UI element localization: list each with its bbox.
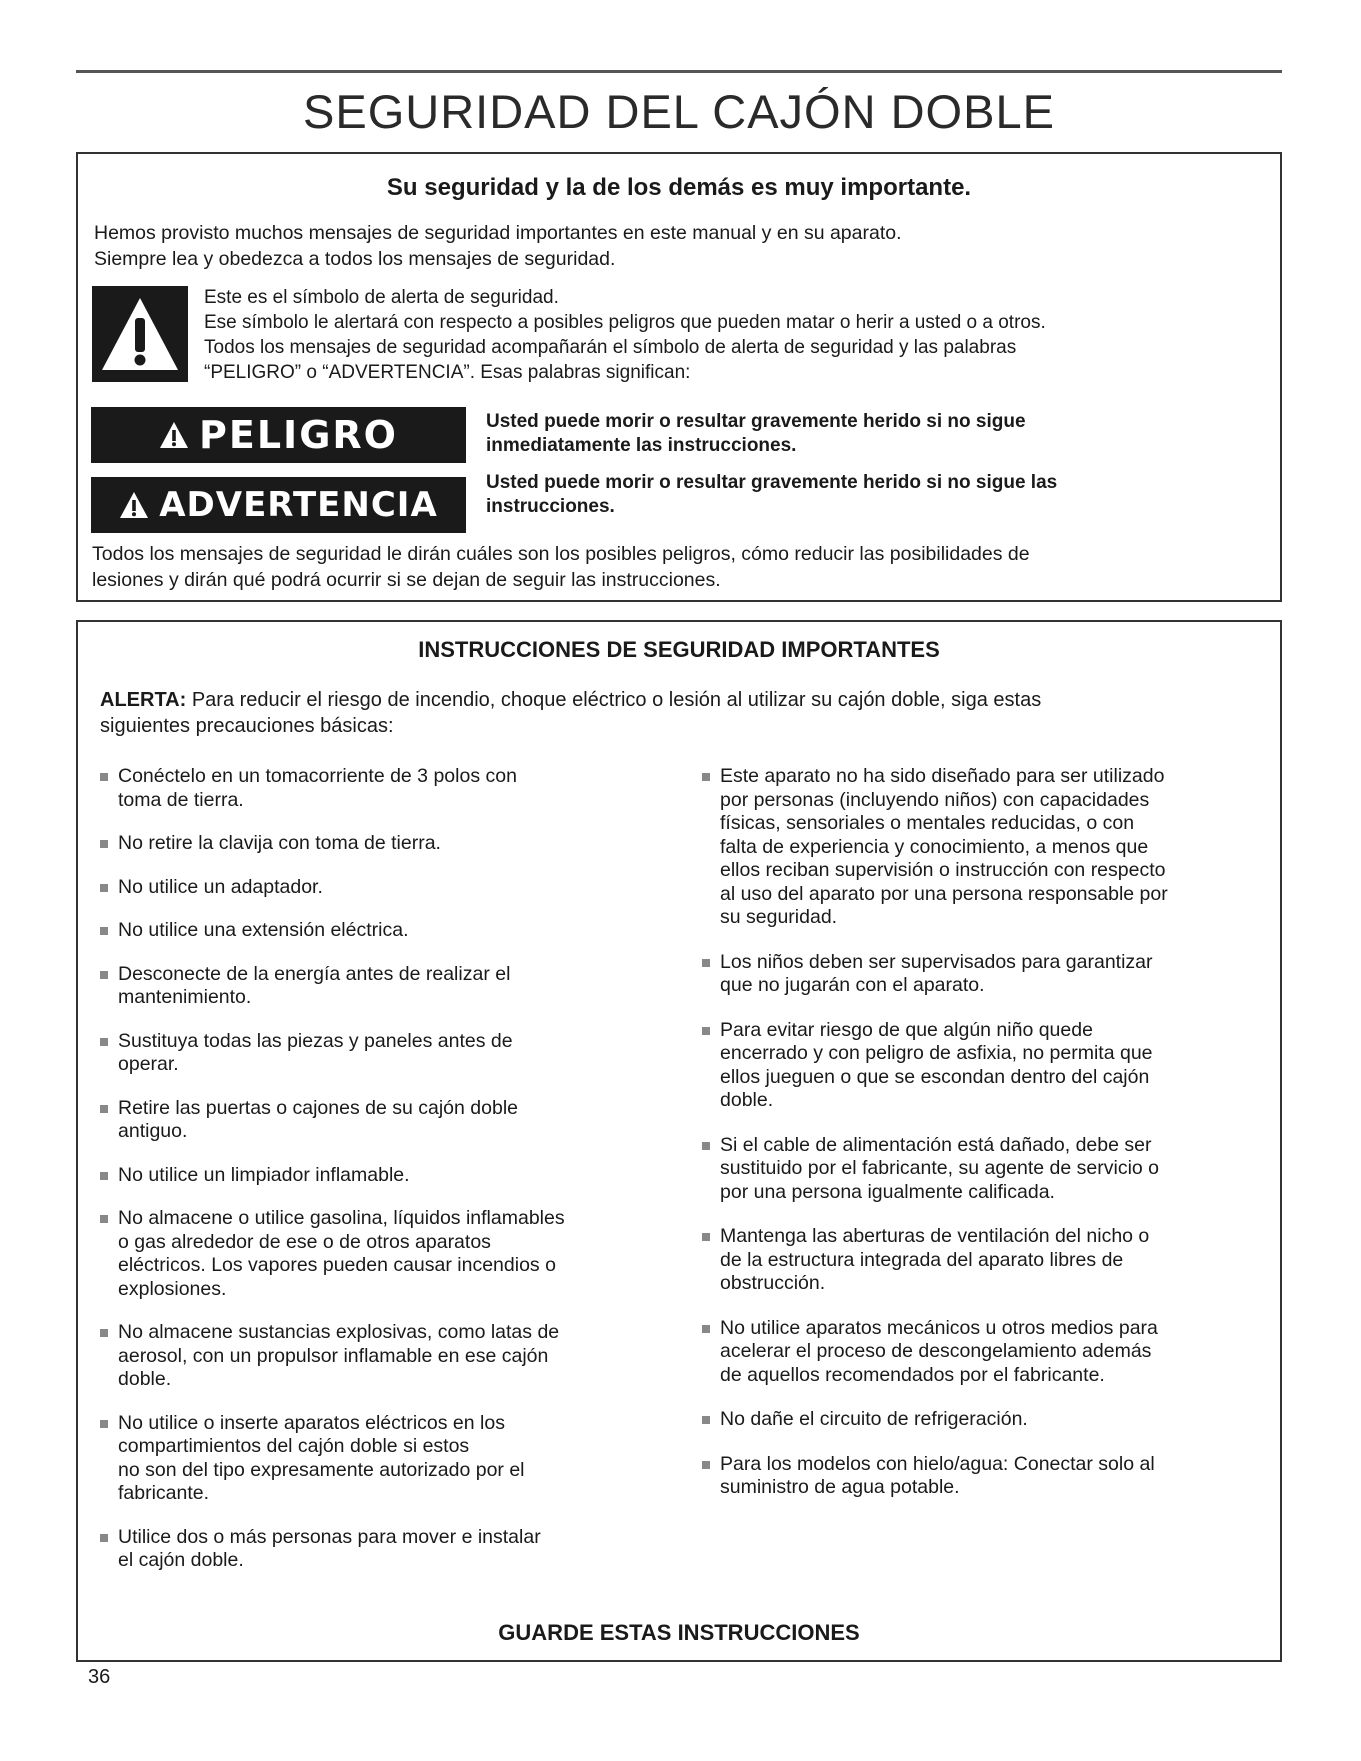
instruction-line: por una persona igualmente calificada. xyxy=(720,1180,1055,1203)
instruction-line: No utilice aparatos mecánicos u otros medios para xyxy=(720,1316,1158,1339)
instruction-item xyxy=(100,919,640,943)
peligro-description xyxy=(486,410,1206,458)
instruction-item xyxy=(702,951,1272,998)
instruction-line: ellos jueguen o que se escondan dentro del cajón xyxy=(720,1065,1150,1088)
left-column xyxy=(100,765,640,1593)
instruction-line: mantenimiento. xyxy=(118,986,252,1008)
safety-heading: Su seguridad y la de los demás es muy importante. xyxy=(386,174,972,201)
page-number: 36 xyxy=(88,1666,111,1688)
instruction-line: el cajón doble. xyxy=(118,1549,244,1571)
instruction-line: doble. xyxy=(118,1368,172,1390)
instruction-line: físicas, sensoriales o mentales reducidas, o con xyxy=(720,812,1135,834)
warning-triangle-icon xyxy=(119,491,149,519)
instruction-line: Sustituya todas las piezas y paneles antes de xyxy=(118,1029,513,1052)
instruction-line: aerosol, con un propulsor inflamable en ese cajón xyxy=(118,1344,549,1367)
instruction-line: No utilice una extensión eléctrica. xyxy=(118,919,409,941)
instruction-line: obstrucción. xyxy=(720,1272,826,1294)
symbol-line: Este es el símbolo de alerta de seguridad. xyxy=(204,287,559,308)
instruction-line: fabricante. xyxy=(118,1482,210,1504)
instruction-line: compartimientos del cajón doble si estos xyxy=(118,1435,470,1457)
instruction-line: toma de tierra. xyxy=(118,788,244,811)
intro-line: Siempre lea y obedezca a todos los mensajes de seguridad. xyxy=(94,248,616,270)
instruction-line: al uso del aparato por una persona responsable por xyxy=(720,882,1168,905)
safety-alert-icon xyxy=(92,286,188,382)
symbol-line: “PELIGRO” o “ADVERTENCIA”. Esas palabras significan: xyxy=(204,362,691,383)
advertencia-description xyxy=(486,471,1206,519)
instruction-item xyxy=(100,1526,640,1573)
instruction-line: No dañe el circuito de refrigeración. xyxy=(720,1408,1028,1430)
peligro-signal-word xyxy=(91,407,466,463)
instruction-line: No utilice un limpiador inflamable. xyxy=(118,1163,410,1186)
alert-label: ALERTA: xyxy=(100,689,187,711)
right-column xyxy=(702,765,1272,1521)
instruction-line: Para evitar riesgo de que algún niño quede xyxy=(720,1018,1093,1041)
page-title: SEGURIDAD DEL CAJÓN DOBLE xyxy=(303,85,1055,138)
advertencia-description-line: Usted puede morir o resultar gravemente herido si no sigue las xyxy=(486,472,1058,493)
instruction-item xyxy=(100,765,640,812)
instruction-line: No almacene sustancias explosivas, como latas de xyxy=(118,1321,560,1343)
peligro-description-line: Usted puede morir o resultar gravemente herido si no sigue xyxy=(486,411,1026,432)
instruction-item xyxy=(100,963,640,1010)
peligro-label: PELIGRO xyxy=(199,413,398,457)
instruction-line: Conéctelo en un tomacorriente de 3 polos con xyxy=(118,765,517,787)
instruction-item xyxy=(702,1317,1272,1388)
instruction-line: No almacene o utilice gasolina, líquidos inflamables xyxy=(118,1207,565,1229)
symbol-line: Ese símbolo le alertará con respecto a posibles peligros que pueden matar o herir a usted o a otros. xyxy=(204,312,1046,333)
instruction-line: por personas (incluyendo niños) con capacidades xyxy=(720,788,1150,811)
instruction-item xyxy=(100,1164,640,1188)
instructions-heading: INSTRUCCIONES DE SEGURIDAD IMPORTANTES xyxy=(418,637,940,662)
instruction-line: sustituido por el fabricante, su agente de servicio o xyxy=(720,1157,1160,1179)
instruction-line: acelerar el proceso de descongelamiento además xyxy=(720,1340,1152,1362)
instruction-line: su seguridad. xyxy=(720,906,838,928)
instruction-item xyxy=(100,832,640,856)
alert-text: siguientes precauciones básicas: xyxy=(100,715,394,737)
top-rule xyxy=(76,70,1282,73)
intro-line: Hemos provisto muchos mensajes de seguridad importantes en este manual y en su aparato. xyxy=(94,222,902,244)
safety-closing xyxy=(92,541,1262,593)
closing-line: Todos los mensajes de seguridad le dirán cuáles son los posibles peligros, cómo reducir las posibilidades de xyxy=(92,543,1030,565)
instruction-line: doble. xyxy=(720,1089,774,1111)
instruction-item xyxy=(100,1207,640,1301)
instruction-line: o gas alrededor de ese o de otros aparatos xyxy=(118,1230,491,1253)
instruction-line: Desconecte de la energía antes de realizar el xyxy=(118,962,511,985)
instruction-item xyxy=(702,1134,1272,1205)
instruction-line: Mantenga las aberturas de ventilación del nicho o xyxy=(720,1225,1150,1247)
instruction-line: falta de experiencia y conocimiento, a menos que xyxy=(720,835,1149,858)
save-instructions: GUARDE ESTAS INSTRUCCIONES xyxy=(498,1620,860,1645)
instruction-line: No retire la clavija con toma de tierra. xyxy=(118,832,441,854)
symbol-explanation xyxy=(204,285,1046,385)
advertencia-signal-word xyxy=(91,477,466,533)
instruction-item xyxy=(100,1321,640,1392)
instruction-item xyxy=(702,1453,1272,1500)
instruction-item xyxy=(702,765,1272,930)
instruction-line: encerrado y con peligro de asfixia, no permita que xyxy=(720,1042,1153,1064)
instruction-line: no son del tipo expresamente autorizado por el xyxy=(118,1458,525,1481)
safety-intro xyxy=(94,220,902,272)
instruction-line: ellos reciban supervisión o instrucción con respecto xyxy=(720,859,1166,881)
instruction-line: que no jugarán con el aparato. xyxy=(720,974,985,996)
instruction-item xyxy=(702,1408,1272,1432)
instruction-line: suministro de agua potable. xyxy=(720,1476,960,1498)
instruction-item xyxy=(702,1225,1272,1296)
peligro-description-line: inmediatamente las instrucciones. xyxy=(486,435,797,456)
instruction-line: de aquellos recomendados por el fabricante. xyxy=(720,1363,1105,1386)
instruction-line: operar. xyxy=(118,1053,179,1075)
instruction-line: Para los modelos con hielo/agua: Conectar solo al xyxy=(720,1452,1155,1475)
instruction-line: No utilice un adaptador. xyxy=(118,875,323,898)
advertencia-description-line: instrucciones. xyxy=(486,496,615,517)
instruction-item xyxy=(100,1412,640,1506)
warning-triangle-icon xyxy=(159,421,189,449)
instruction-item xyxy=(100,1030,640,1077)
instruction-line: Este aparato no ha sido diseñado para ser utilizado xyxy=(720,765,1165,787)
closing-line: lesiones y dirán qué podrá ocurrir si se dejan de seguir las instrucciones. xyxy=(92,569,721,591)
alert-text: Para reducir el riesgo de incendio, choque eléctrico o lesión al utilizar su cajón doble, siga estas xyxy=(186,689,1042,711)
instruction-item xyxy=(100,876,640,900)
instruction-line: Los niños deben ser supervisados para garantizar xyxy=(720,950,1153,973)
instruction-line: Retire las puertas o cajones de su cajón doble xyxy=(118,1096,518,1119)
safety-message-box xyxy=(76,152,1282,602)
instruction-line: eléctricos. Los vapores pueden causar incendios o xyxy=(118,1254,556,1276)
instruction-line: No utilice o inserte aparatos eléctricos en los xyxy=(118,1411,505,1434)
instructions-box xyxy=(76,620,1282,1662)
alert-paragraph xyxy=(100,687,1260,739)
symbol-line: Todos los mensajes de seguridad acompañarán el símbolo de alerta de seguridad y las palabras xyxy=(204,337,1017,358)
instruction-line: explosiones. xyxy=(118,1277,227,1300)
instruction-line: antiguo. xyxy=(118,1120,188,1142)
instruction-item xyxy=(702,1019,1272,1113)
instruction-line: Utilice dos o más personas para mover e instalar xyxy=(118,1525,541,1548)
instruction-item xyxy=(100,1097,640,1144)
advertencia-label: ADVERTENCIA xyxy=(159,485,438,525)
instruction-line: Si el cable de alimentación está dañado, debe ser xyxy=(720,1133,1152,1156)
instruction-line: de la estructura integrada del aparato libres de xyxy=(720,1248,1124,1271)
